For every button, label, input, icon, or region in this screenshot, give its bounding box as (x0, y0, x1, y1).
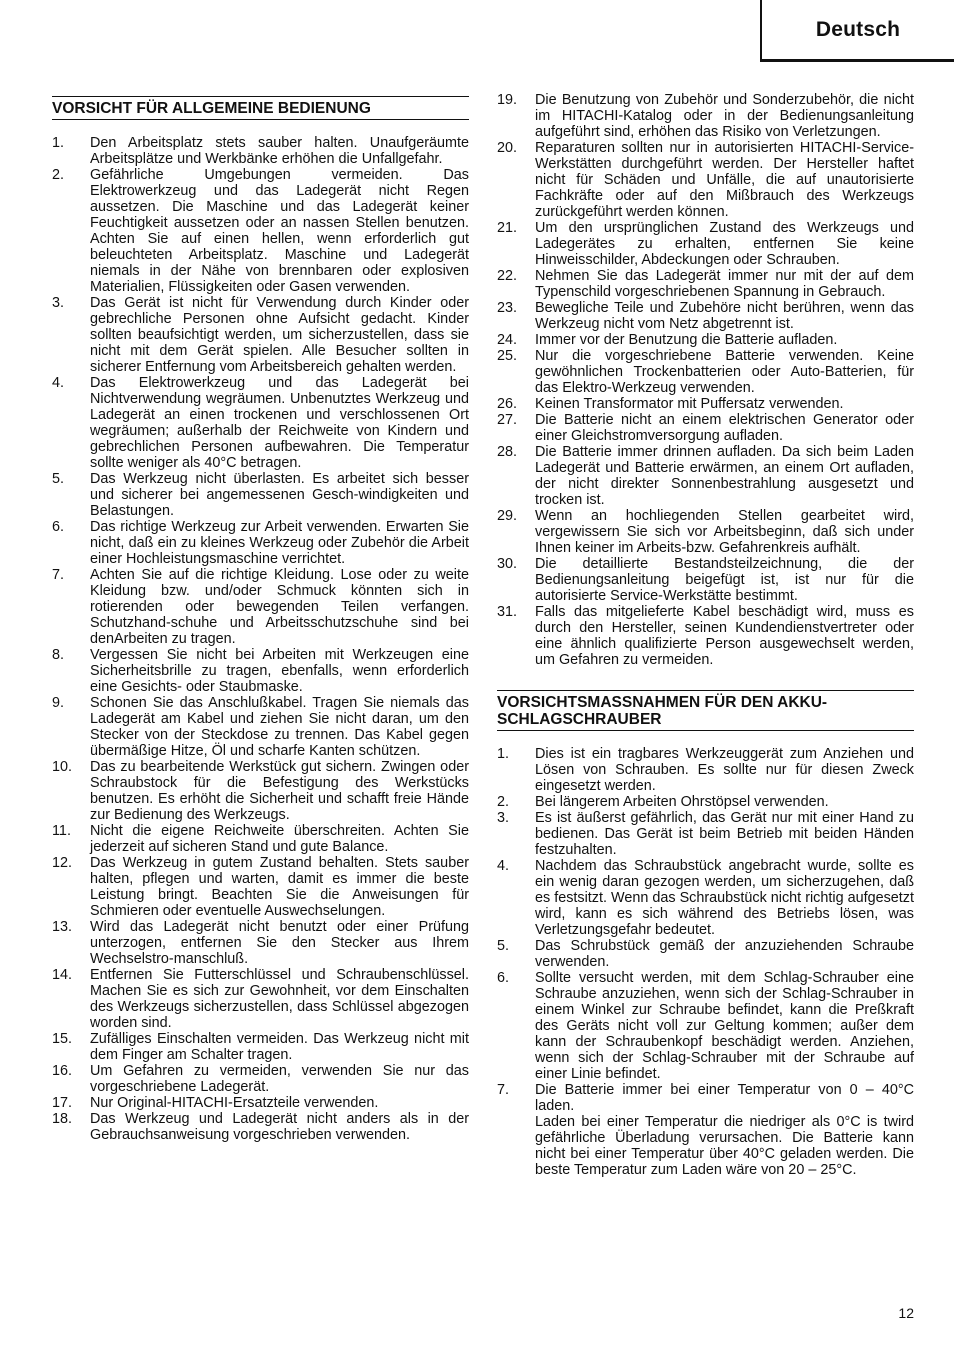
item-text: Nicht die eigene Reichweite überschreiten. Achten Sie jederzeit auf sicheren Stand und gute Balance. (90, 823, 469, 855)
list-item (497, 348, 914, 396)
item-number: 14. (52, 967, 73, 983)
item-text: Sollte versucht werden, mit dem Schlag-Schrauber eine Schraube anzuziehen, wenn sich der Schlag-Schrauber in einem Winkel zur Schraube befindet, kann die Preßkraft des Geräts nicht voll zur Geltung kommen; außer dem kann der Schraubenkopf beschädigt werden. Anziehen, wenn sich der Schlag-Schrauber mit der Schraube auf einer Linie befindet. (535, 970, 914, 1082)
item-number: 5. (52, 471, 65, 487)
item-text: Das richtige Werkzeug zur Arbeit verwenden. Erwarten Sie nicht, daß ein zu kleines Werkzeug oder Zubehör die Arbeit einer Hochleistungsmaschine verrichtet. (90, 519, 469, 567)
left-column (52, 96, 469, 1143)
item-text: Bei längerem Arbeiten Ohrstöpsel verwenden. (535, 794, 829, 810)
list-item (52, 823, 469, 855)
general-safety-list (52, 135, 469, 1143)
item-text: Wird das Ladegerät nicht benutzt oder einer Prüfung unterzogen, entfernen Sie den Stecker aus Ihrem Wechselstro-manschluß. (90, 919, 469, 967)
item-text: Immer vor der Benutzung die Batterie aufladen. (535, 332, 838, 348)
item-number: 25. (497, 348, 518, 364)
list-item (52, 519, 469, 567)
item-number: 6. (52, 519, 65, 535)
item-number: 4. (52, 375, 65, 391)
item-text: Entfernen Sie Futterschlüssel und Schraubenschlüssel. Machen Sie es sich zur Gewohnheit, vor dem Einschalten des Werkzeugs sicherzustellen, dass Schlüssel abgezogen worden sind. (90, 967, 469, 1031)
item-number: 4. (497, 858, 510, 874)
item-text: Die Batterie immer bei einer Temperatur von 0 – 40°C laden. (535, 1082, 914, 1114)
item-text: Nur Original-HITACHI-Ersatzteile verwenden. (90, 1095, 379, 1111)
list-item (497, 508, 914, 556)
item-text: Das Werkzeug und Ladegerät nicht anders als in der Gebrauchsanweisung vorgeschrieben verwenden. (90, 1111, 469, 1143)
list-item (52, 1063, 469, 1095)
list-item (497, 220, 914, 268)
right-column (497, 92, 914, 1178)
list-item (497, 140, 914, 220)
item-text: Das Werkzeug in gutem Zustand behalten. Stets sauber halten, pflegen und warten, damit es immer die beste Leistung bringt. Beachten Sie die Anweisungen für Schmieren oder eventuelle Auswechselungen. (90, 855, 469, 919)
item-text: Das Schrubstück gemäß der anzuziehenden Schraube verwenden. (535, 938, 914, 970)
item-number: 30. (497, 556, 518, 572)
item-text: Um den ursprünglichen Zustand des Werkzeugs und Ladegerätes zu erhalten, entfernen Sie keine Hinweisschilder, Abdeckungen oder Schrauben. (535, 220, 914, 268)
list-item (497, 412, 914, 444)
item-number: 28. (497, 444, 518, 460)
item-number: 10. (52, 759, 73, 775)
list-item (52, 647, 469, 695)
list-item (52, 855, 469, 919)
list-item (52, 919, 469, 967)
list-item (497, 268, 914, 300)
list-item (497, 858, 914, 938)
item-number: 24. (497, 332, 518, 348)
list-item (497, 970, 914, 1082)
item-text: Die Batterie immer drinnen aufladen. Da sich beim Laden Ladegerät und Batterie erwärmen, an einem Ort aufladen, der nicht direkter Sonnenbestrahlung ausgesetzt und trocken ist. (535, 444, 914, 508)
item-text: Die Benutzung von Zubehör und Sonderzubehör, die nicht im HITACHI-Katalog oder in der Bedienungsanleitung aufgeführt sind, erhöhen das Risiko von Verletzungen. (535, 92, 914, 140)
item-text: Es ist äußerst gefährlich, das Gerät nur mit einer Hand zu bedienen. Das Gerät ist beim Betrieb mit beiden Händen festzuhalten. (535, 810, 914, 858)
list-item (497, 810, 914, 858)
item-number: 23. (497, 300, 518, 316)
list-item (52, 135, 469, 167)
list-item (52, 1095, 469, 1111)
item-text: Die detaillierte Bestandsteilzeichnung, die der Bedienungsanleitung beigefügt ist, ist nur für die autorisierte Service-Werkstätte bestimmt. (535, 556, 914, 604)
item-text: Das Gerät ist nicht für Verwendung durch Kinder oder gebrechliche Personen ohne Aufsicht gedacht. Kinder sollten beaufsichtigt werden, um sicherzustellen, dass sie nicht mit dem Gerät spielen. Alle Besucher sollten in sicherer Entfernung vom Arbeitsbereich gehalten werden. (90, 295, 469, 375)
list-item (497, 604, 914, 668)
list-item (52, 471, 469, 519)
item-text: Schonen Sie das Anschlußkabel. Tragen Sie niemals das Ladegerät am Kabel und ziehen Sie nicht daran, um den Stecker von der Steckdose zu trennen. Das Kabel gegen übermäßige Hitze, Öl und scharfe Kanten schützen. (90, 695, 469, 759)
item-text: Zufälliges Einschalten vermeiden. Das Werkzeug nicht mit dem Finger am Schalter tragen. (90, 1031, 469, 1063)
item-number: 21. (497, 220, 518, 236)
item-text: Dies ist ein tragbares Werkzeuggerät zum Anziehen und Lösen von Schrauben. Es sollte nur für diesen Zweck eingesetzt werden. (535, 746, 914, 794)
item-number: 7. (497, 1082, 510, 1098)
item-text: Das zu bearbeitende Werkstück gut sichern. Zwingen oder Schraubstock für die Befestigung des Werkstücks benutzen. Es erhöht die Sicherheit und schafft freie Hände zur Bedienung des Werkzeugs. (90, 759, 469, 823)
item-number: 3. (497, 810, 510, 826)
item-number: 18. (52, 1111, 73, 1127)
section-heading-general-safety: VORSICHT FÜR ALLGEMEINE BEDIENUNG (52, 96, 469, 120)
item-text: Nachdem das Schraubstück angebracht wurde, sollte es ein wenig daran gezogen werden, um sicherzugehen, daß es festsitzt. Wenn das Schraubstück nicht richtig aufgesetzt wird, kann es sich während des Betriebs lösen, was Verletzungsgefahr bedeutet. (535, 858, 914, 938)
item-number: 20. (497, 140, 518, 156)
list-item (497, 396, 914, 412)
item-text: Nehmen Sie das Ladegerät immer nur mit der auf dem Typenschild vorgeschriebenen Spannung in Gebrauch. (535, 268, 914, 300)
list-item (52, 695, 469, 759)
impact-driver-list (497, 746, 914, 1178)
item-number: 8. (52, 647, 65, 663)
item-number: 1. (52, 135, 65, 151)
list-item (52, 1031, 469, 1063)
list-item (497, 1082, 914, 1178)
item-text: Die Batterie nicht an einem elektrischen Generator oder einer Gleichstromversorgung aufladen. (535, 412, 914, 444)
general-safety-list-continued (497, 92, 914, 668)
item-number: 6. (497, 970, 510, 986)
list-item (497, 300, 914, 332)
list-item (497, 556, 914, 604)
item-number: 16. (52, 1063, 73, 1079)
item-text: Das Elektrowerkzeug und das Ladegerät bei Nichtverwendung wegräumen. Unbenutztes Werkzeug und Ladegerät an einen trockenen und verschlossenen Ort wegräumen; außerhalb der Reichweite von Kindern und gebrechlichen Personen aufbewahren. Die Temperatur sollte weniger als 40°C betragen. (90, 375, 469, 471)
item-number: 13. (52, 919, 73, 935)
item-number: 11. (52, 823, 71, 839)
list-item (52, 167, 469, 295)
list-item (52, 759, 469, 823)
item-text: Um Gefahren zu vermeiden, verwenden Sie nur das vorgeschriebene Ladegerät. (90, 1063, 469, 1095)
item-number: 17. (52, 1095, 73, 1111)
list-item (52, 375, 469, 471)
list-item (497, 444, 914, 508)
list-item (497, 746, 914, 794)
item-number: 2. (497, 794, 510, 810)
item-text: Den Arbeitsplatz stets sauber halten. Unaufgeräumte Arbeitsplätze und Werkbänke erhöhen die Unfallgefahr. (90, 135, 469, 167)
item-number: 26. (497, 396, 518, 412)
page-number: 12 (898, 1305, 914, 1321)
item-number: 12. (52, 855, 73, 871)
item-number: 3. (52, 295, 65, 311)
item-text: Wenn an hochliegenden Stellen gearbeitet wird, vergewissern Sie sich vor Arbeitsbeginn, daß sich under Ihnen keiner im Arbeits-bzw. Gefahrenkreis aufhält. (535, 508, 914, 556)
item-number: 9. (52, 695, 65, 711)
item-number: 19. (497, 92, 518, 108)
item-text: Das Werkzeug nicht überlasten. Es arbeitet sich besser und sicherer bei angemessenen Gesch-windigkeiten und Belastungen. (90, 471, 469, 519)
item-text: Vergessen Sie nicht bei Arbeiten mit Werkzeugen eine Sicherheitsbrille zu tragen, ebenfalls, wenn erforderlich eine Gesichts- oder Staubmaske. (90, 647, 469, 695)
item-number: 22. (497, 268, 518, 284)
item-text: Reparaturen sollten nur in autorisierten HITACHI-Service-Werkstätten durchgeführt werden. Der Hersteller haftet nicht für Schäden und Unfälle, die auf unautorisierte Fachkräfte oder auf den Mißbrauch des Werkzeugs zurückgeführt werden können. (535, 140, 914, 220)
list-item (497, 332, 914, 348)
item-number: 5. (497, 938, 510, 954)
list-item (52, 967, 469, 1031)
list-item (52, 1111, 469, 1143)
item-number: 31. (497, 604, 518, 620)
item-text: Gefährliche Umgebungen vermeiden. Das Elektrowerkzeug und das Ladegerät nicht Regen aussetzen. Die Maschine und das Ladegerät keiner Feuchtigkeit aussetzen oder an nassen Stellen benutzen. Achten Sie auf einen hellen, wenn erforderlich gut beleuchteten Arbeitsplatz. Maschine und Ladegerät niemals in der Nähe von brennbaren oder explosiven Materialien, Flüssigkeiten oder Gasen verwenden. (90, 167, 469, 295)
item-number: 15. (52, 1031, 73, 1047)
language-label: Deutsch (815, 18, 901, 41)
list-item (497, 92, 914, 140)
item-number: 1. (497, 746, 510, 762)
list-item (497, 938, 914, 970)
item-subtext: Laden bei einer Temperatur die niedriger als 0°C is twird gefährliche Überladung verursachen. Die Batterie kann nicht bei einer Temperatur über 40°C geladen werden. Die beste Temperatur zum Laden wäre von 20 – 25°C. (535, 1114, 914, 1178)
list-item (52, 295, 469, 375)
list-item (497, 794, 914, 810)
item-text: Keinen Transformator mit Puffersatz verwenden. (535, 396, 844, 412)
section-heading-impact-driver: VORSICHTSMASSNAHMEN FÜR DEN AKKU-SCHLAGSCHRAUBER (497, 690, 914, 731)
language-tab (760, 0, 954, 62)
item-text: Bewegliche Teile und Zubehöre nicht berühren, wenn das Werkzeug nicht vom Netz abgetrennt ist. (535, 300, 914, 332)
list-item (52, 567, 469, 647)
item-text: Achten Sie auf die richtige Kleidung. Lose oder zu weite Kleidung bzw. und/oder Schmuck könnten sich in rotierenden oder bewegenden Teilen verfangen. Schutzhand-schuhe und Arbeitsschutzschuhe sind bei denArbeiten zu tragen. (90, 567, 469, 647)
item-text: Nur die vorgeschriebene Batterie verwenden. Keine gewöhnlichen Trockenbatterien oder Auto-Batterien, für das Elektro-Werkzeug verwenden. (535, 348, 914, 396)
item-number: 7. (52, 567, 65, 583)
item-number: 27. (497, 412, 518, 428)
item-text: Falls das mitgelieferte Kabel beschädigt wird, muss es durch den Hersteller, seinen Kundendienstvertreter oder eine ähnlich qualifizierte Person ausgewechselt werden, um Gefahren zu vermeiden. (535, 604, 914, 668)
item-number: 2. (52, 167, 65, 183)
item-number: 29. (497, 508, 518, 524)
